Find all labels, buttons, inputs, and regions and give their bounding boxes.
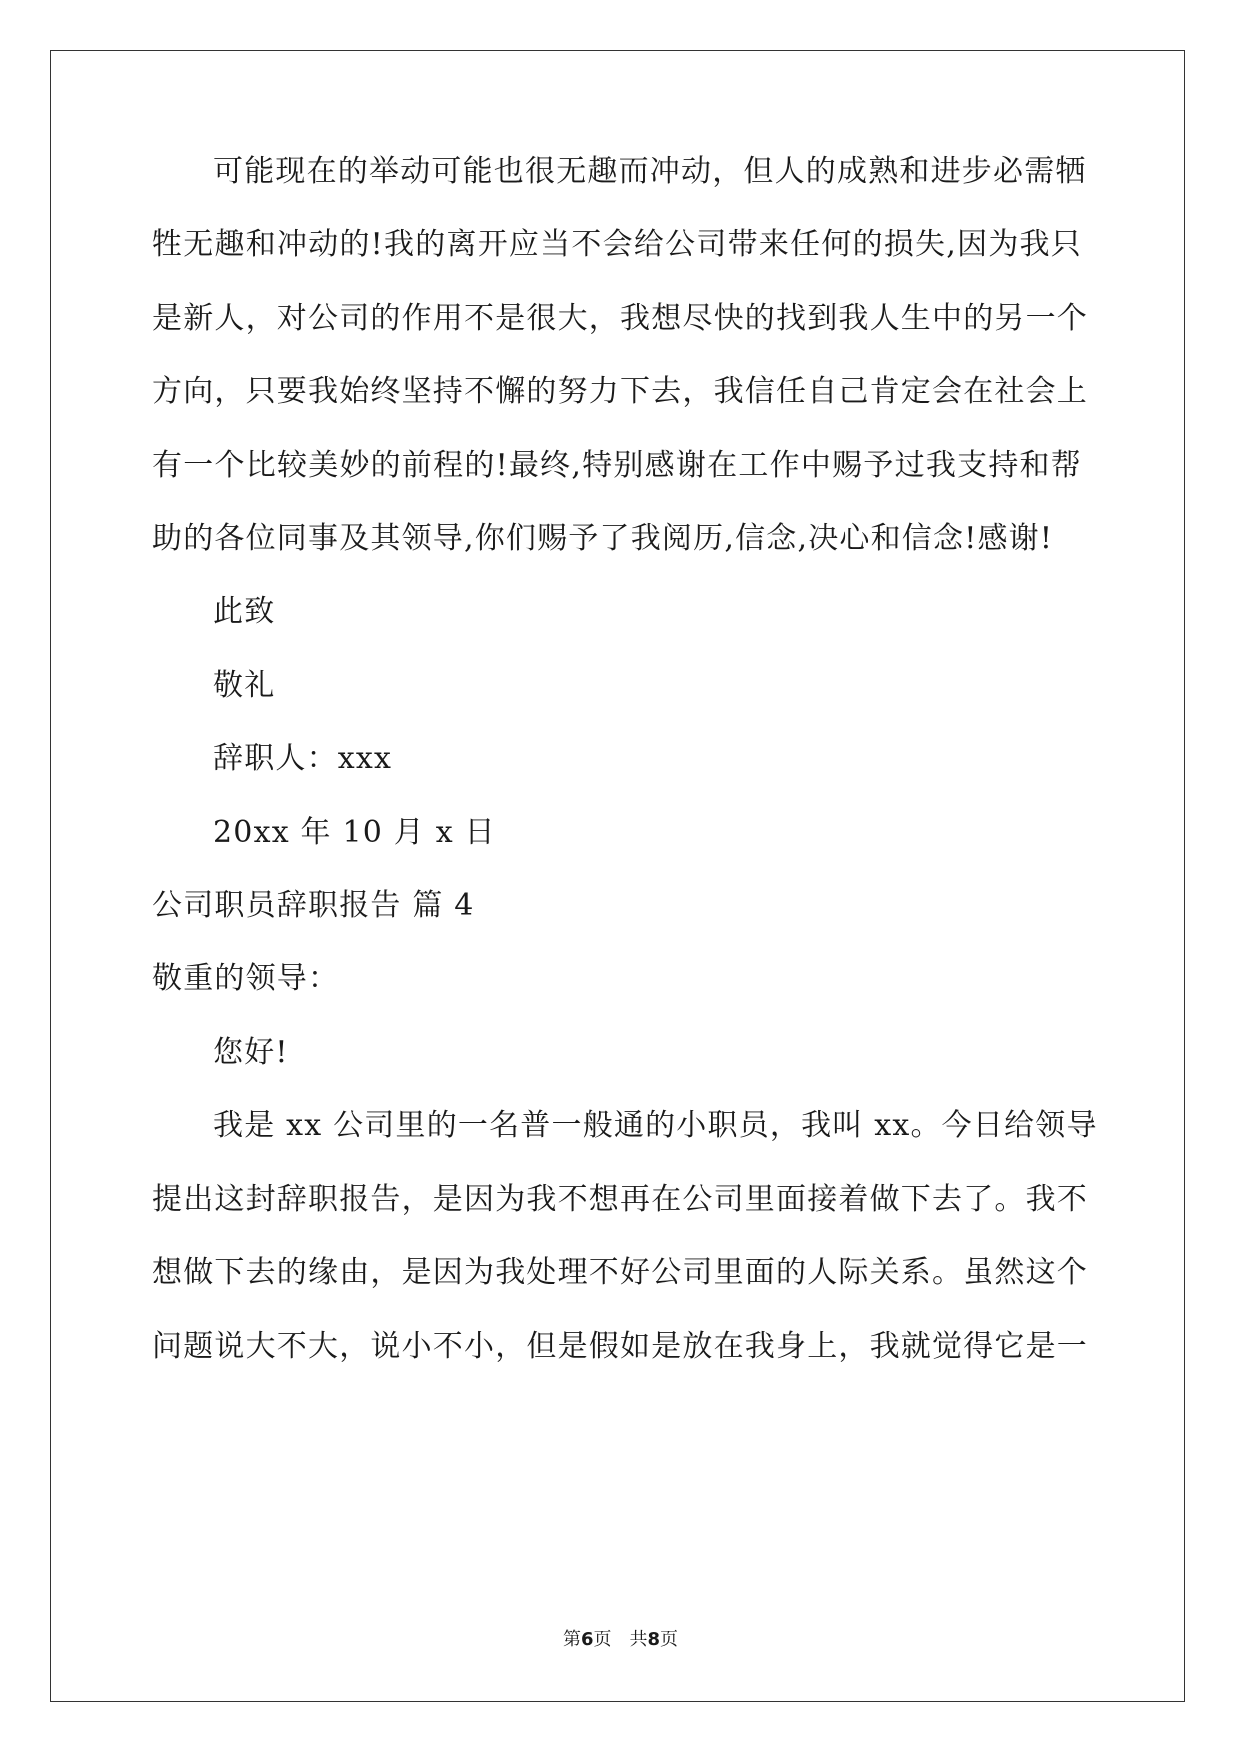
section-heading: 公司职员辞职报告 篇 4: [152, 888, 475, 923]
paragraph-line: 提出这封辞职报告，是因为我不想再在公司里面接着做下去了。我不: [152, 1182, 1088, 1217]
letter-closing: 此致: [213, 594, 276, 629]
letter-regards: 敬礼: [213, 668, 276, 703]
total-pages-prefix: 共: [629, 1629, 648, 1650]
paragraph-line: 是新人，对公司的作用不是很大，我想尽快的找到我人生中的另一个: [152, 301, 1088, 336]
letter-greeting: 您好!: [213, 1035, 289, 1070]
current-page-number: 6: [580, 1629, 594, 1650]
paragraph-line: 方向，只要我始终坚持不懈的努力下去，我信任自己肯定会在社会上: [152, 374, 1088, 409]
page-number-prefix: 第: [562, 1629, 581, 1650]
paragraph-line: 有一个比较美妙的前程的!最终,特别感谢在工作中赐予过我支持和帮: [152, 448, 1082, 483]
page-number-suffix: 页: [593, 1629, 612, 1650]
page-border: [50, 50, 1185, 1702]
total-pages-suffix: 页: [660, 1629, 679, 1650]
paragraph-line: 助的各位同事及其领导,你们赐予了我阅历,信念,决心和信念!感谢!: [152, 521, 1054, 556]
letter-salutation: 敬重的领导：: [152, 961, 340, 996]
paragraph-line: 可能现在的举动可能也很无趣而冲动，但人的成熟和进步必需牺: [213, 154, 1087, 189]
paragraph-line: 我是 xx 公司里的一名普一般通的小职员，我叫 xx。今日给领导: [213, 1108, 1098, 1143]
total-page-count: 8: [647, 1629, 661, 1650]
letter-signature: 辞职人：xxx: [213, 741, 393, 776]
paragraph-line: 想做下去的缘由，是因为我处理不好公司里面的人际关系。虽然这个: [152, 1255, 1088, 1290]
paragraph-line: 问题说大不大，说小不小，但是假如是放在我身上，我就觉得它是一: [152, 1329, 1088, 1364]
letter-date: 20xx 年 10 月 x 日: [213, 815, 496, 850]
paragraph-line: 牲无趣和冲动的!我的离开应当不会给公司带来任何的损失,因为我只: [152, 227, 1082, 262]
page-footer: [0, 1628, 1241, 1652]
